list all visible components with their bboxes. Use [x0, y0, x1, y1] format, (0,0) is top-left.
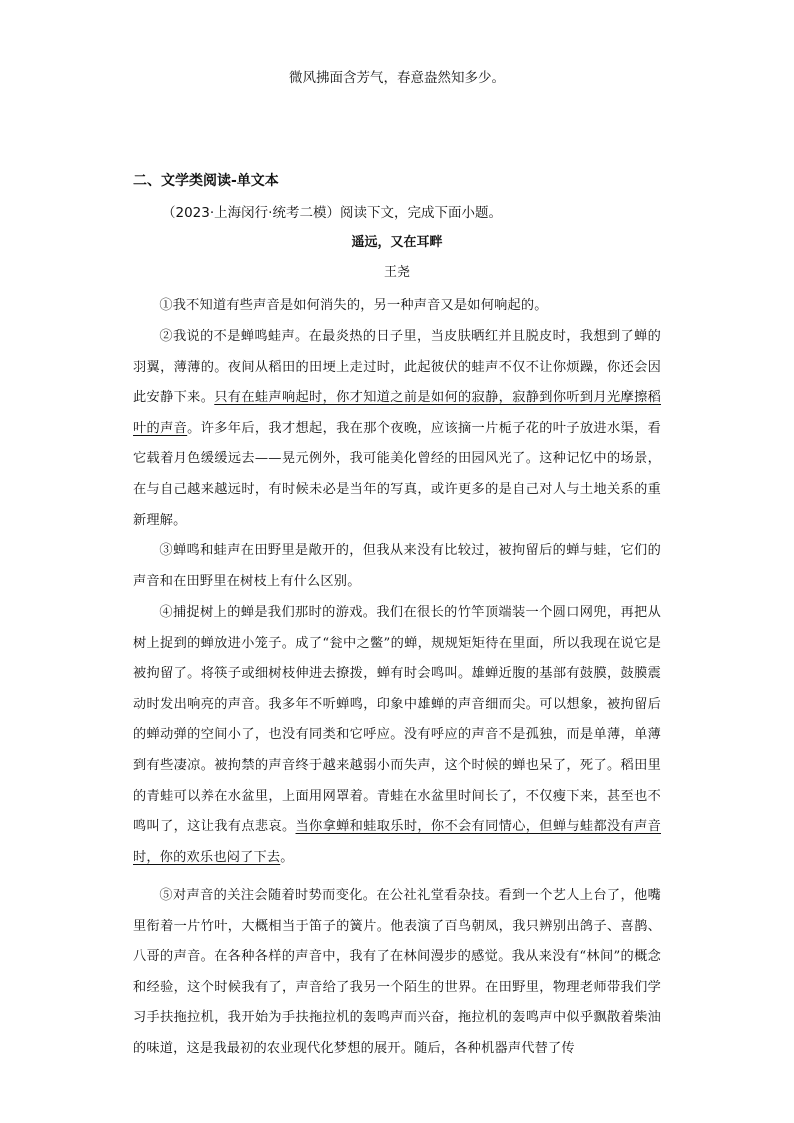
paragraph-2-underlined: 只有在蛙声响起时，你才知道之前是如何的寂静，寂静到你听到月光摩擦稻叶的声音 — [133, 390, 661, 436]
paragraph-3: ③蝉鸣和蛙声在田野里是敞开的，但我从来没有比较过，被拘留后的蝉与蛙，它们的声音和在田野里在树枝上有什么区别。 — [133, 543, 661, 589]
top-line: 微风拂面含芳气，春意盎然知多少。 — [289, 70, 505, 86]
paragraph-1: ①我不知道有些声音是如何消失的，另一种声音又是如何响起的。 — [159, 298, 548, 313]
question-intro: （2023·上海闵行·统考二模）阅读下文，完成下面小题。 — [162, 205, 502, 221]
article-title: 遥远，又在耳畔 — [351, 235, 443, 250]
paragraph-4 — [133, 598, 661, 873]
paragraph-2-text-a: ②我说的不是蝉鸣蛙声。在最炎热的日子里，当皮肤晒红并且脱皮时，我想到了蝉的羽翼，薄薄的。夜间从稻田的田埂上走过时，此起彼伏的蛙声不仅不让你烦躁，你还会因此安静下来。 — [133, 329, 661, 406]
section-heading: 二、文学类阅读-单文本 — [133, 173, 279, 189]
paragraph-4-text-a: ④捕捉树上的蝉是我们那时的游戏。我们在很长的竹竿顶端装一个圆口网兜，再把从树上捉到的蝉放进小笼子。成了“瓮中之鳖”的蝉，规规矩矩待在里面，所以我现在说它是被拘留了。将筷子或细树枝伸进去撩拨，蝉有时会鸣叫。雄蝉近腹的基部有鼓膜，鼓膜震动时发出响亮的声音。我多年不听蝉鸣，印象中雄蝉的声音细而尖。可以想象，被拘留后的蝉动弹的空间小了，也没有同类和它呼应。没有呼应的声音不是孤独，而是单薄，单薄到有些凄凉。被拘禁的声音终于越来越弱小而失声，这个时候的蝉也呆了，死了。稻田里的青蛙可以养在水盆里，上面用网罩着。青蛙在水盆里时间长了，不仅瘦下来，甚至也不鸣叫了，这让我有点悲哀。 — [133, 605, 661, 835]
paragraph-2-text-b: 。许多年后，我才想起，我在那个夜晚，应该摘一片栀子花的叶子放进水渠，看它载着月色缓缓远去——晃元例外，我可能美化曾经的田园风光了。这种记忆中的场景，在与自己越来越远时，有时候未必是当年的写真，或许更多的是自己对人与土地关系的重新理解。 — [133, 420, 661, 528]
paragraph-4-text-b: 。 — [280, 849, 294, 865]
article-author: 王尧 — [383, 265, 410, 280]
paragraph-4-underlined: 当你拿蝉和蛙取乐时，你不会有同情心，但蝉与蛙都没有声音时，你的欢乐也闷了下去 — [133, 819, 661, 865]
paragraph-5: ⑤对声音的关注会随着时势而变化。在公社礼堂看杂技。看到一个艺人上台了，他嘴里衔着一片竹叶，大概相当于笛子的簧片。他表演了百鸟朝凤，我只辨别出鸽子、喜鹊、八哥的声音。在各种各样的声音中，我有了在林间漫步的感觉。我从来没有“林间”的概念和经验，这个时候我有了，声音给了我另一个陌生的世界。在田野里，物理老师带我们学习手扶拖拉机，我开始为手扶拖拉机的轰鸣声而兴奋，拖拉机的轰鸣声中似乎飘散着柴油的味道，这是我最初的农业现代化梦想的展开。随后，各种机器声代替了传 — [133, 888, 661, 1056]
paragraph-2 — [133, 322, 661, 536]
